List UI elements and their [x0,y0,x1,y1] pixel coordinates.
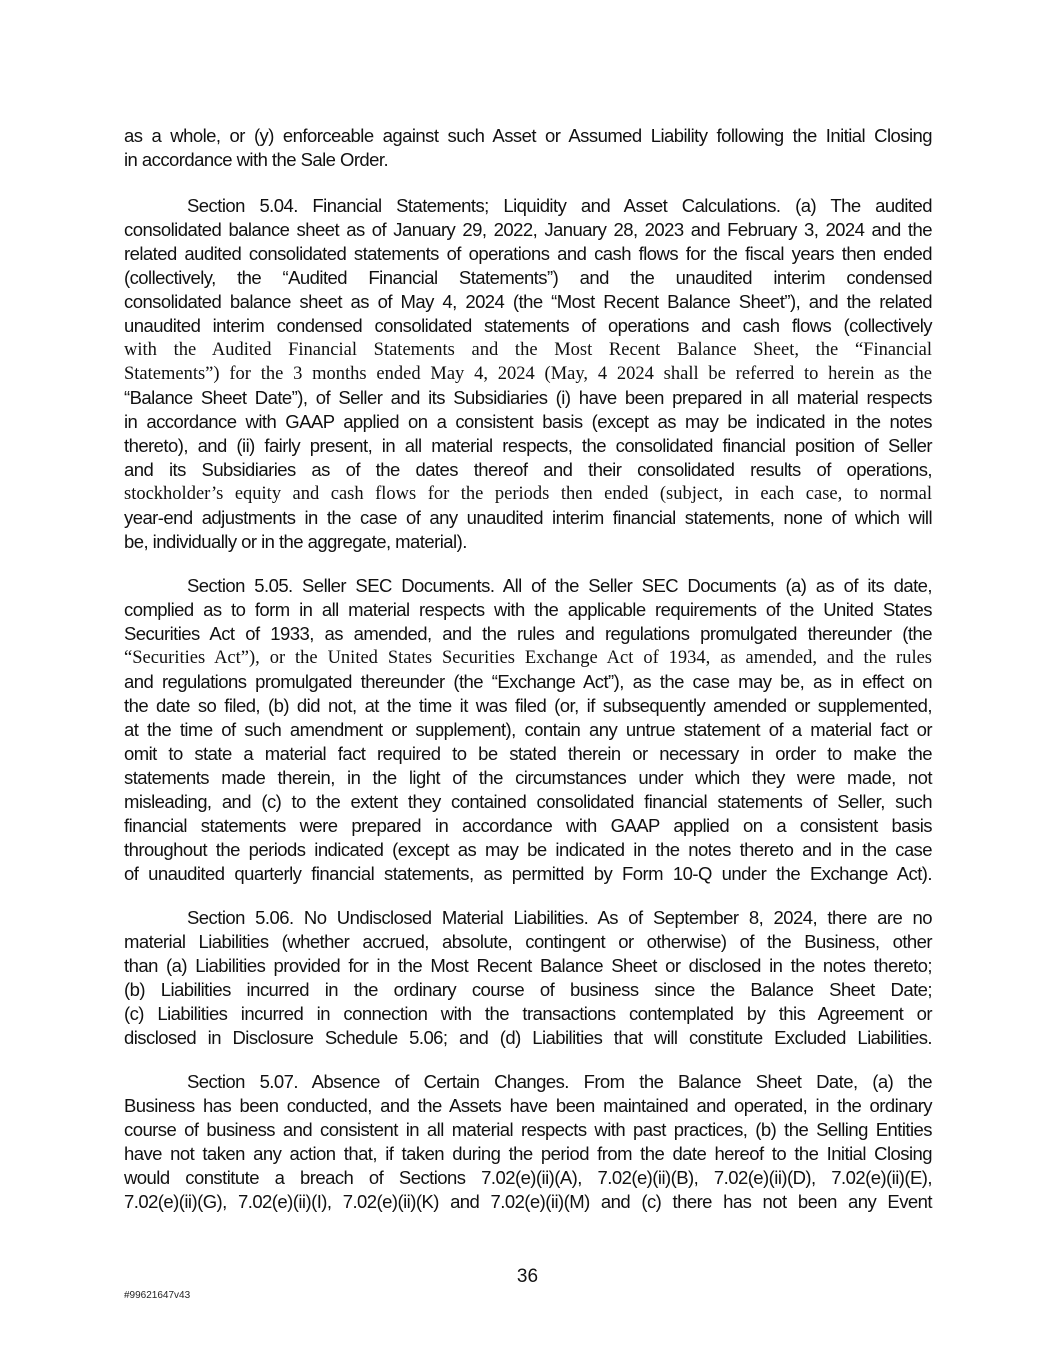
text-line: consolidated balance sheet as of May 4, 2024 (the “Most Recent Balance Sheet”), and the related [124,291,932,312]
text-line: unaudited interim condensed consolidated statements of operations and cash flows (collectively [124,315,932,336]
section-5-07-heading-line: Section 5.07. Absence of Certain Changes. From the Balance Sheet Date, (a) the [187,1071,932,1092]
text-line: (c) Liabilities incurred in connection with the transactions contemplated by this Agreement or [124,1003,932,1024]
text-line: omit to state a material fact required to be stated therein or necessary in order to make the [124,743,932,764]
text-line: (b) Liabilities incurred in the ordinary course of business since the Balance Sheet Date; [124,979,932,1000]
text-line: at the time of such amendment or supplement), contain any untrue statement of a material fact or [124,719,932,740]
page-number: 36 [516,1266,539,1287]
text-line: course of business and consistent in all material respects with past practices, (b) the Selling Entities [124,1119,932,1140]
text-line: as a whole, or (y) enforceable against such Asset or Assumed Liability following the Initial Closing [124,125,932,146]
text-line: Business has been conducted, and the Assets have been maintained and operated, in the ordinary [124,1095,932,1116]
text-line: be, individually or in the aggregate, material). [124,531,467,552]
text-line: throughout the periods indicated (except as may be indicated in the notes thereto and in the case [124,839,932,860]
text-line: misleading, and (c) to the extent they contained consolidated financial statements of Seller, such [124,791,932,812]
section-5-06-heading-line: Section 5.06. No Undisclosed Material Liabilities. As of September 8, 2024, there are no [187,907,932,928]
text-line: related audited consolidated statements of operations and cash flows for the fiscal years then ended [124,243,932,264]
text-line: the date so filed, (b) did not, at the time it was filed (or, if subsequently amended or supplemented, [124,695,932,716]
text-line: “Securities Act”), or the United States Securities Exchange Act of 1934, as amended, and the rules [124,648,932,668]
section-5-05-heading-line: Section 5.05. Seller SEC Documents. All of the Seller SEC Documents (a) as of its date, [187,575,932,596]
text-line: would constitute a breach of Sections 7.02(e)(ii)(A), 7.02(e)(ii)(B), 7.02(e)(ii)(D), 7.02(e)(ii)(E), [124,1167,932,1188]
text-line: in accordance with the Sale Order. [124,149,389,170]
text-line: of unaudited quarterly financial statements, as permitted by Form 10-Q under the Exchange Act). [124,863,932,884]
text-line: Securities Act of 1933, as amended, and the rules and regulations promulgated thereunder (the [124,623,932,644]
text-line: Statements”) for the 3 months ended May 4, 2024 (May, 4 2024 shall be referred to herein as the [124,364,932,384]
section-5-04-heading-line: Section 5.04. Financial Statements; Liquidity and Asset Calculations. (a) The audited [187,195,932,216]
text-line: “Balance Sheet Date”), of Seller and its Subsidiaries (i) have been prepared in all material respects [124,387,932,408]
text-line: and regulations promulgated thereunder (the “Exchange Act”), as the case may be, as in effect on [124,671,932,692]
text-line: stockholder’s equity and cash flows for the periods then ended (subject, in each case, to normal [124,484,932,504]
document-id: #99621647v43 [124,1290,191,1301]
text-line: in accordance with GAAP applied on a consistent basis (except as may be indicated in the notes [124,411,932,432]
text-line: consolidated balance sheet as of January 29, 2022, January 28, 2023 and February 3, 2024 and the [124,219,932,240]
text-line: disclosed in Disclosure Schedule 5.06; and (d) Liabilities that will constitute Excluded Liabilities. [124,1027,932,1048]
text-line: (collectively, the “Audited Financial Statements”) and the unaudited interim condensed [124,267,932,288]
text-line: financial statements were prepared in accordance with GAAP applied on a consistent basis [124,815,932,836]
text-line: 7.02(e)(ii)(G), 7.02(e)(ii)(I), 7.02(e)(ii)(K) and 7.02(e)(ii)(M) and (c) there has not been any Event [124,1191,932,1212]
text-line: than (a) Liabilities provided for in the Most Recent Balance Sheet or disclosed in the notes thereto; [124,955,932,976]
text-line: complied as to form in all material respects with the applicable requirements of the United States [124,599,932,620]
text-line: and its Subsidiaries as of the dates thereof and their consolidated results of operations, [124,459,932,480]
text-line: thereto), and (ii) fairly present, in all material respects, the consolidated financial position of Seller [124,435,932,456]
text-line: with the Audited Financial Statements and the Most Recent Balance Sheet, the “Financial [124,340,932,360]
text-line: have not taken any action that, if taken during the period from the date hereof to the Initial Closing [124,1143,932,1164]
text-line: statements made therein, in the light of the circumstances under which they were made, not [124,767,932,788]
text-line: year-end adjustments in the case of any unaudited interim financial statements, none of which will [124,507,932,528]
text-line: material Liabilities (whether accrued, absolute, contingent or otherwise) of the Business, other [124,931,932,952]
